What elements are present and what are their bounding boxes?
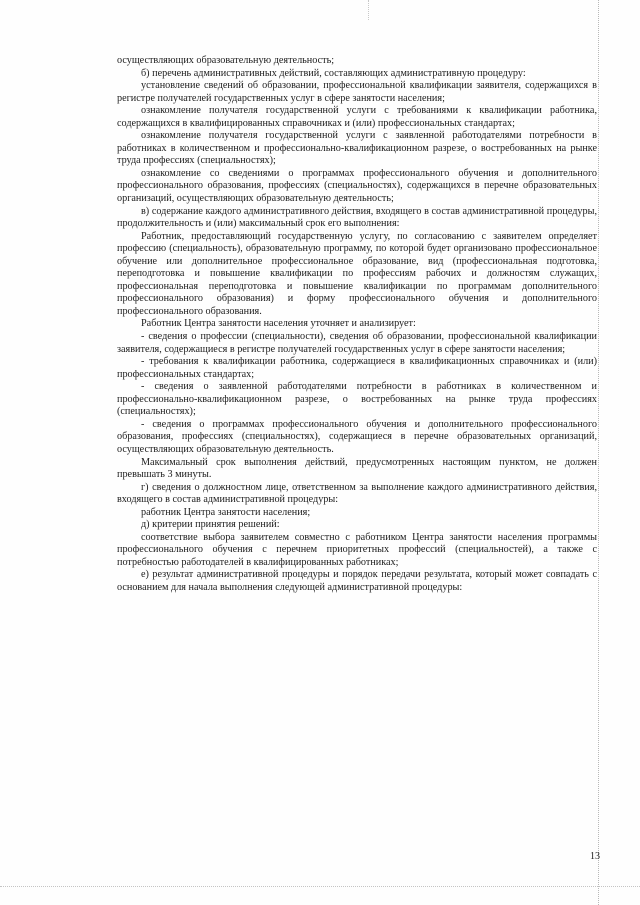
paragraph: - сведения о программах профессионального обучения и дополнительного профессионального образования, профессиях (специальностях), содержащиеся в перечне образовательных организаций, осуществляющих образовательную деятельность. [117,418,597,455]
paragraph: - сведения о профессии (специальности), сведения об образовании, профессиональной квалификации заявителя, содержащиеся в регистре получателей государственных услуг в сфере занятости населения; [117,331,597,355]
paragraph: установление сведений об образовании, профессиональной квалификации заявителя, содержащихся в регистре получателей государственных услуг в сфере занятости населения; [117,80,597,104]
paragraph: ознакомление получателя государственной услуги с требованиями к квалификации работника, содержащихся в квалифицированных справочниках и (или) профессиональных стандартах; [117,105,597,129]
scan-fold-mark [368,0,369,20]
paragraph: б) перечень административных действий, составляющих административную процедуру: [141,67,526,79]
scan-edge-bottom [0,886,640,887]
scan-edge-right [598,0,599,905]
paragraph: ознакомление со сведениями о программах профессионального обучения и дополнительного профессионального образования, профессиях (специальностях), содержащихся в перечне образовательных организаций, осуществляющих образовательную деятельность; [117,167,597,205]
paragraph: соответствие выбора заявителем совместно с работником Центра занятости населения программы профессионального обучения с перечнем приоритетных профессий (специальностей), а также с потребностью работодателей в квалифицированных работниках; [117,531,597,568]
paragraph: Работник Центра занятости населения уточняет и анализирует: [141,318,416,330]
paragraph: в) содержание каждого административного действия, входящего в состав административной процедуры, продолжительность и (или) максимальный срок его выполнения: [117,205,597,230]
paragraph: работник Центра занятости населения; [141,506,311,518]
paragraph: г) сведения о должностном лице, ответственном за выполнение каждого административного действия, входящего в состав административной процедуры: [117,481,597,506]
body-text [117,55,597,595]
paragraph: Работник, предоставляющий государственную услугу, по согласованию с заявителем определяет профессию (специальность), образовательную программу, по которой будет организовано профессиональное обучение или дополнительное профессиональное образование, вид (профессиональная подготовка, переподготовка и повышение квалификации по профессиям рабочих и должностям служащих, профессиональная переподготовка и повышение квалификации по программам дополнительного профессионального образования) и форму профессионального обучения и дополнительного профессионального образования. [117,230,597,317]
paragraph: ознакомление получателя государственной услуги с заявленной работодателями потребности в работниках в количественном и профессионально-квалификационном разрезе, о востребованных на рынке труда профессиях (специальностях); [117,130,597,167]
paragraph: д) критерии принятия решений: [141,519,280,531]
paragraph: - сведения о заявленной работодателями потребности в работниках в количественном и профессионально-квалификационном разрезе, о востребованных на рынке труда профессиях (специальностях); [117,381,597,418]
page-number: 13 [590,851,600,862]
paragraph: е) результат административной процедуры и порядок передачи результата, который может совпадать с основанием для начала выполнения следующей административной процедуры: [117,569,597,593]
paragraph: Максимальный срок выполнения действий, предусмотренных настоящим пунктом, не должен превышать 3 минуты. [117,456,597,481]
paragraph: осуществляющих образовательную деятельность; [117,55,335,66]
paragraph: - требования к квалификации работника, содержащиеся в квалификационных справочниках и (или) профессиональных стандартах; [117,356,597,380]
